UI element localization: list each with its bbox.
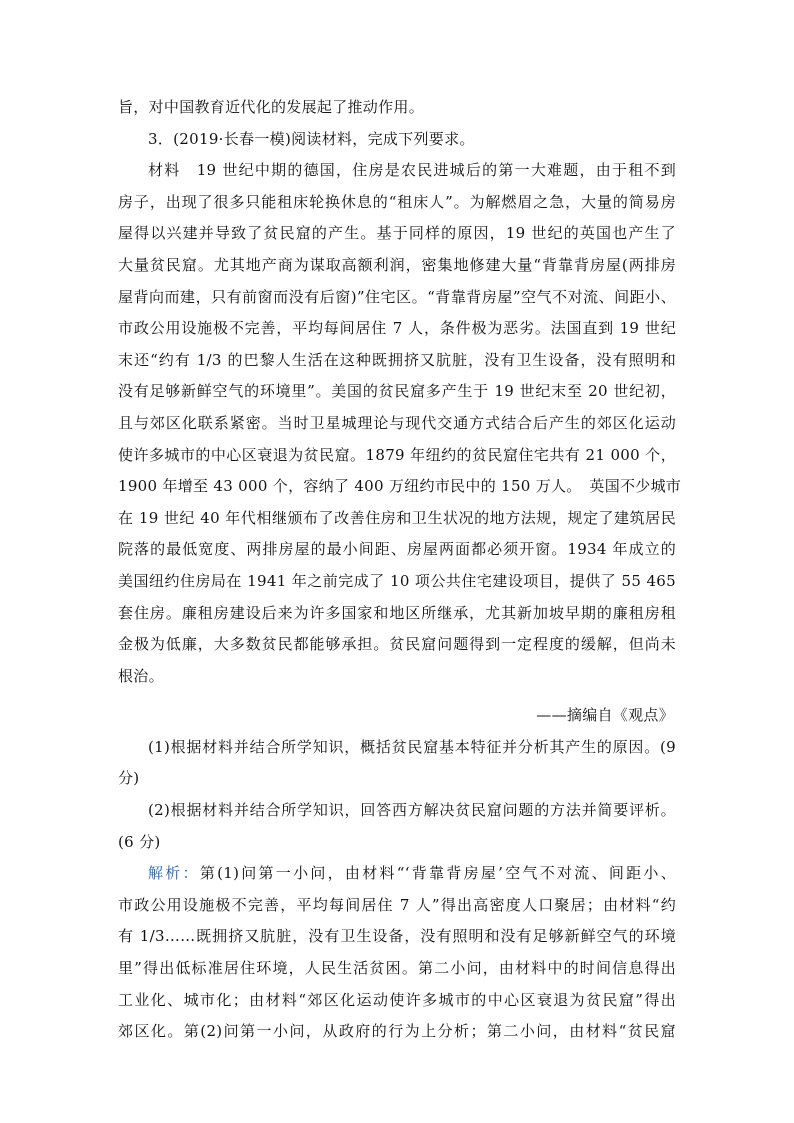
analysis-line: 工业化、城市化；由材料“郊区化运动使许多城市的中心区衰退为贫民窟”得出 [118,990,676,1009]
analysis-block [118,858,676,1048]
analysis-line: 里”得出低标准居住环境，人民生活贫困。第二小问，由材料中的时间信息得出 [118,959,676,978]
material-line: 大量贫民窟。尤其地产商为谋取高额利润，密集地修建大量“背靠背房屋(两排房 [118,255,676,274]
material-line: 没有足够新鲜空气的环境里”。美国的贫民窟多产生于 19 世纪末至 20 世纪初， [118,382,676,401]
material-line: 金极为低廉，大多数贫民都能够承担。贫民窟问题得到一定程度的缓解，但尚未 [118,635,676,654]
material-block [118,155,682,692]
question-line: 分) [118,769,140,788]
question-line: (1)根据材料并结合所学知识，概括贫民窟基本特征并分析其产生的原因。(9 [148,737,676,756]
material-line: 房子，出现了很多只能租床轮换休息的“租床人”。为解燃眉之急，大量的简易房 [118,192,676,211]
material-line: 材料 19 世纪中期的德国，住房是农民进城后的第一大难题，由于租不到 [148,161,676,180]
analysis-label: 解析： [148,864,200,883]
material-line: 且与郊区化联系紧密。当时卫星城理论与现代交通方式结合后产生的郊区化运动 [118,413,676,432]
material-line: 末还“约有 1/3 的巴黎人生活在这种既拥挤又肮脏，没有卫生设备，没有照明和 [118,350,676,369]
intro-tail-line: 旨，对中国教育近代化的发展起了推动作用。 [118,98,425,116]
material-line: 在 19 世纪 40 年代相继颁布了改善住房和卫生状况的地方法规，规定了建筑居民 [118,508,676,527]
material-line: 院落的最低宽度、两排房屋的最小间距、房屋两面都必须开窗。1934 年成立的 [118,540,676,559]
material-line: 市政公用设施极不完善，平均每间居住 7 人，条件极为恶劣。法国直到 19 世纪 [118,319,676,338]
material-line: 屋背向而建，只有前窗而没有后窗)”住宅区。“背靠背房屋”空气不对流、间距小、 [118,287,676,306]
material-line: 根治。 [118,666,164,685]
question-line: (2)根据材料并结合所学知识，回答西方解决贫民窟问题的方法并简要评析。 [148,801,676,820]
analysis-line [118,858,676,890]
material-line: 使许多城市的中心区衰退为贫民窟。1879 年纽约的贫民窟住宅共有 21 000 个， [118,445,676,464]
material-source: ——摘编自《观点》 [536,706,674,725]
question-1 [118,732,676,795]
analysis-line: 郊区化。第(2)问第一小问，从政府的行为上分析；第二小问，由材料“贫民窟 [118,1022,676,1041]
question-heading: 3．(2019·长春一模)阅读材料，完成下列要求。 [148,129,475,148]
analysis-text: 第(1)问第一小问，由材料“‘背靠背房屋’空气不对流、间距小、 [199,864,676,883]
material-line: 屋得以兴建并导致了贫民窟的产生。基于同样的原因，19 世纪的英国也产生了 [118,224,676,243]
analysis-line: 市政公用设施极不完善，平均每间居住 7 人”得出高密度人口聚居；由材料“约 [118,895,676,914]
material-line: 1900 年增至 43 000 个，容纳了 400 万纽约市民中的 150 万人。 英国不少城市 [118,477,682,496]
analysis-line: 有 1/3……既拥挤又肮脏，没有卫生设备，没有照明和没有足够新鲜空气的环境 [118,927,676,946]
question-2 [118,795,676,858]
question-line: (6 分) [118,832,161,851]
material-line: 套住房。廉租房建设后来为许多国家和地区所继承，尤其新加坡早期的廉租房租 [118,603,676,622]
material-line: 美国纽约住房局在 1941 年之前完成了 10 项公共住宅建设项目，提供了 55 465 [118,571,676,590]
document-page [118,92,682,1048]
